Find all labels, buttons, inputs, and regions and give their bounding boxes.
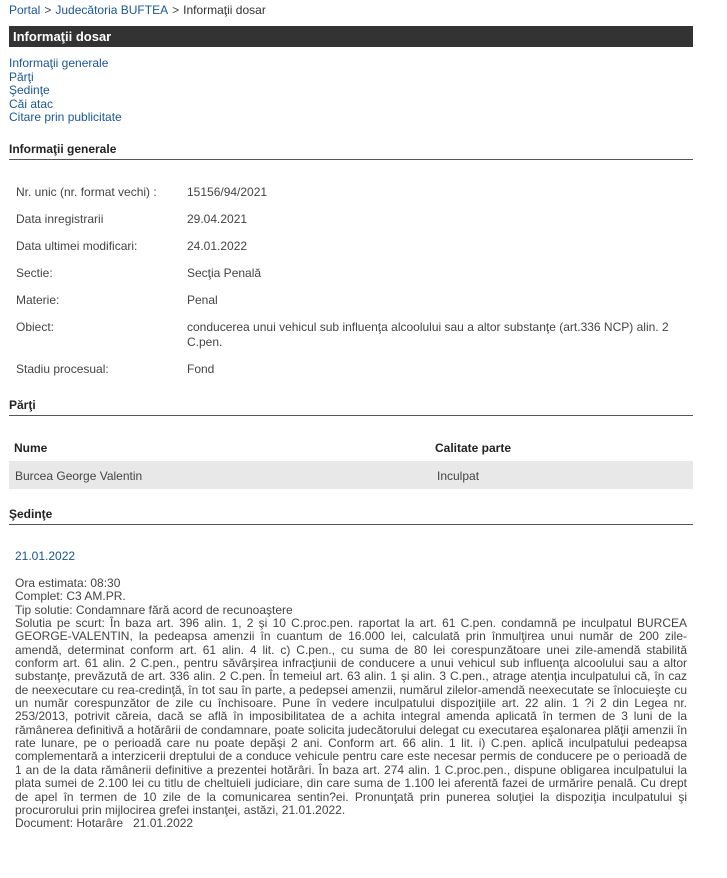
info-value: 15156/94/2021 xyxy=(187,185,268,199)
info-label: Nr. unic (nr. format vechi) : xyxy=(16,185,157,199)
sedinta-solutie: Solutia pe scurt: În baza art. 396 alin. 1, 2 şi 10 C.proc.pen. raportat la art. 61 C.pen. condamnă pe inculpatul BURCEA GEORGE-VALENTIN, la pedeapsa amenzii în cuantum de 16.000 lei, calculată prin înmulţirea unui număr de 200 zile-amendă, determinat conform art. 61 alin. 4 lit. c) C.pen., cu suma de 80 lei corespunzătoare unei zile-amendă stabilită conform art. 61 alin. 2 C.pen., pentru săvârşirea infracţiunii de conducere a unui vehicul sub influenţa alcoolului sau a altor substanţe, prevăzută de art. 336 alin. 2 C.pen. În temeiul art. 63 alin. 1 şi alin. 3 C.pen., atrage atenţia inculpatului că, în caz de neexecutare cu rea-credinţă, în tot sau în parte, a pedepsei amenzii, numărul zilelor-amendă neexecutate se înlocuieşte cu un număr corespunzător de zile cu închisoare. Pune în vedere inculpatului dispoziţiile art. 22 alin. 1 ?i 2 din Legea nr. 253/2013, potrivit căreia, dacă se află în imposibilitatea de a achita integral amenda aplicată în termen de 3 luni de la rămânerea definitivă a hotărârii de condamnare, poate solicita judecătorului delegat cu executarea eşalonarea plăţii amenzii în rate lunare, pe o perioadă care nu poate depăşi 2 ani. Conform art. 66 alin. 1 lit. i) C.pen. aplică inculpatului pedeapsa complementară a interzicerii dreptului de a conduce vehicule pentru care este necesar permis de conducere pe o perioadă de 1 an de la data rămânerii definitive a prezentei hotărâri. În baza art. 274 alin. 1 C.proc.pen., dispune obligarea inculpatului la plata sumei de 2.100 lei cu titlu de cheltuieli judiciare, din care suma de 1.100 lei aferentă fazei de urmărire penală. Cu drept de apel în termen de 10 zile de la comunicarea sentin?ei. Pronunţată prin punerea soluţiei la dispoziţia inculpatului şi procurorului prin mijlocirea grefei instanţei, astăzi, 21.01.2022. xyxy=(15,616,687,817)
parte-nume: Burcea George Valentin xyxy=(15,469,143,483)
section-title-parti: Părţi xyxy=(9,398,693,416)
info-value: 29.04.2021 xyxy=(187,212,248,226)
info-label: Sectie: xyxy=(16,266,53,280)
info-value: Fond xyxy=(187,362,215,376)
parte-calitate: Inculpat xyxy=(437,469,480,483)
breadcrumb-separator: > xyxy=(172,3,180,17)
breadcrumb-court-link[interactable]: Judecătoria BUFTEA xyxy=(55,3,169,17)
info-value: Penal xyxy=(187,293,218,307)
info-label: Data inregistrarii xyxy=(16,212,104,226)
info-value: conducerea unui vehicul sub influenţa alcoolului sau a altor substanţe (art.336 NCP) alin. 2 C.pen. xyxy=(187,320,669,349)
nav-link-citare[interactable]: Citare prin publicitate xyxy=(9,110,122,124)
breadcrumb-current: Informaţii dosar xyxy=(183,3,266,17)
sedinta-complet: Complet: C3 AM.PR. xyxy=(15,589,126,604)
sedinta-date: 21.01.2022 xyxy=(15,549,76,563)
section-nav xyxy=(9,57,122,125)
info-label: Stadiu procesual: xyxy=(16,362,109,376)
sedinta-document: Document: Hotarâre 21.01.2022 xyxy=(15,816,194,831)
info-label: Obiect: xyxy=(16,320,55,334)
sedinta-ora: Ora estimata: 08:30 xyxy=(15,576,121,590)
breadcrumb-separator: > xyxy=(44,3,52,17)
nav-link-informatii-generale[interactable]: Informaţii generale xyxy=(9,56,109,70)
page-title: Informaţii dosar xyxy=(9,26,693,47)
sedinta-details xyxy=(15,577,687,831)
info-value: Secţia Penală xyxy=(187,266,262,280)
info-label: Materie: xyxy=(16,293,60,307)
section-title-sedinte: Şedinţe xyxy=(9,507,693,525)
section-title-informatii-generale: Informaţii generale xyxy=(9,142,693,160)
breadcrumb-portal-link[interactable]: Portal xyxy=(9,3,41,17)
sedinta-tip-solutie: Tip solutie: Condamnare fără acord de recunoaştere xyxy=(15,602,293,617)
info-value: 24.01.2022 xyxy=(187,239,248,253)
breadcrumb xyxy=(9,3,266,17)
column-header-calitate: Calitate parte xyxy=(435,441,512,455)
info-label: Data ultimei modificari: xyxy=(16,239,138,253)
column-header-nume: Nume xyxy=(14,441,48,455)
nav-link-parti[interactable]: Părţi xyxy=(9,69,34,84)
table-row xyxy=(9,461,693,489)
nav-link-cai-atac[interactable]: Căi atac xyxy=(9,96,54,111)
nav-link-sedinte[interactable]: Şedinţe xyxy=(9,83,50,97)
